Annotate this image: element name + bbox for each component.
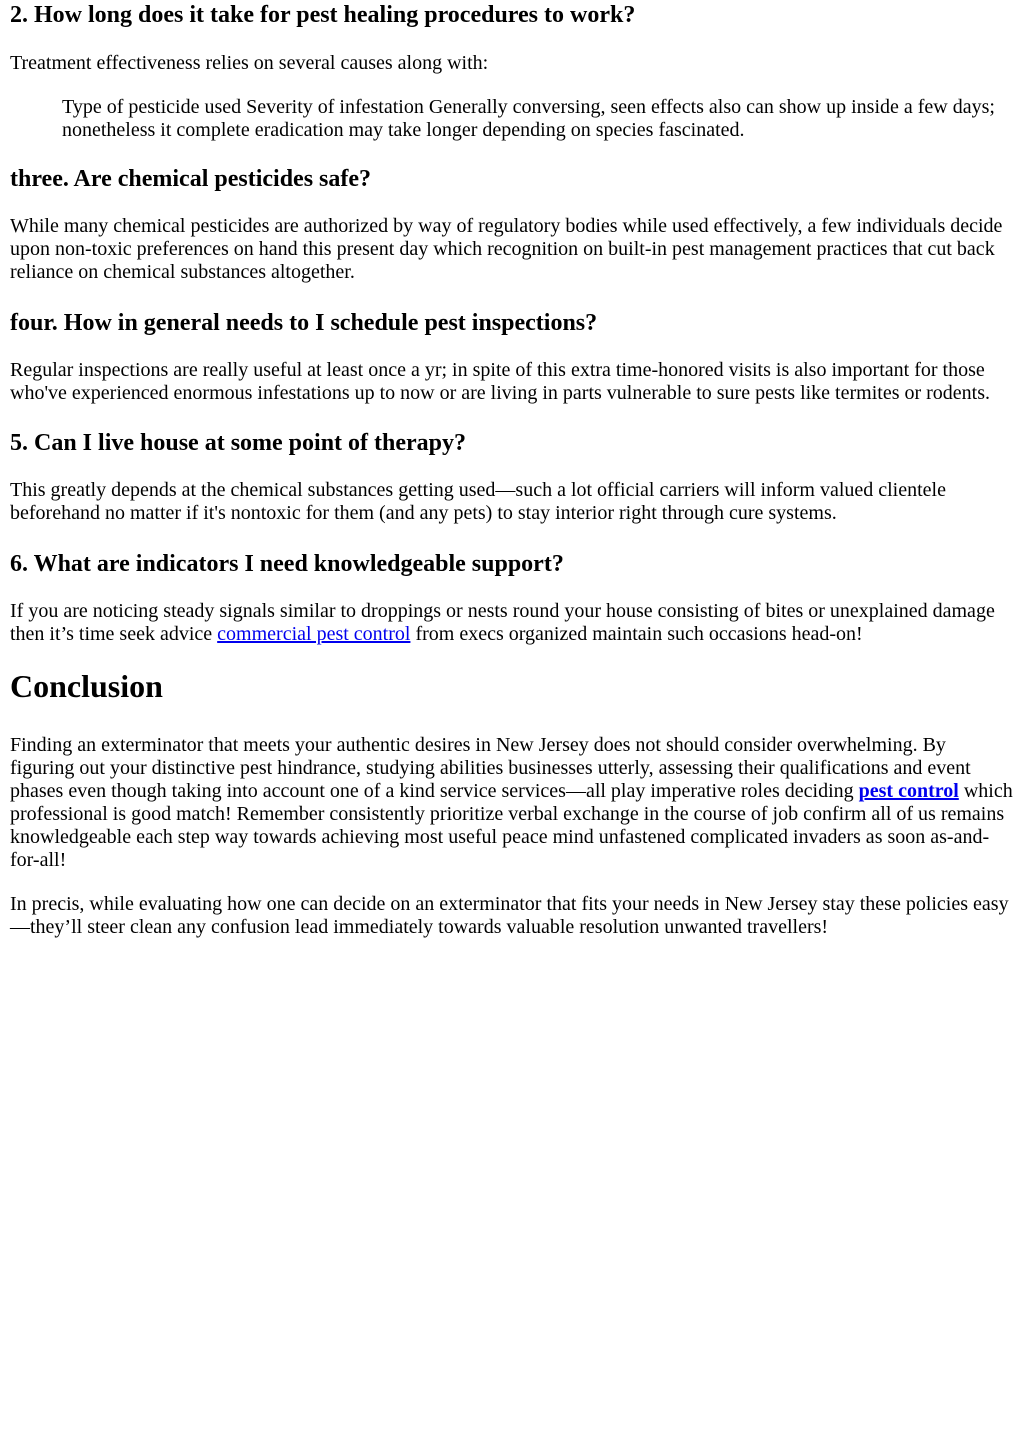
- heading-q3: three. Are chemical pesticides safe?: [10, 166, 372, 192]
- heading-q5: 5. Can I live house at some point of therapy?: [10, 430, 467, 456]
- paragraph-q5: This greatly depends at the chemical substances getting used—such a lot official carriers will inform valued clientele beforehand no matter if it's nontoxic for them (and any pets) to stay interior right through cure systems.: [10, 479, 946, 524]
- conclusion-text-before: Finding an exterminator that meets your authentic desires in New Jersey does not should consider overwhelming. By figuring out your distinctive pest hindrance, studying abilities businesses utterly, assessing their qualifications and event phases even though taking into account one of a kind service services—all play imperative roles deciding: [10, 734, 971, 802]
- conclusion-text-after: which professional is good match! Remember consistently prioritize verbal exchange in the course of job confirm all of us remains knowledgeable each step way towards achieving most useful peace mind unfastened complicated invaders as soon as-and-for-all!: [10, 780, 1013, 871]
- heading-conclusion: Conclusion: [10, 668, 163, 704]
- page: [0, 1, 1024, 1447]
- paragraph-q2-intro: Treatment effectiveness relies on several causes along with:: [10, 52, 489, 74]
- heading-q4: four. How in general needs to I schedule pest inspections?: [10, 310, 598, 336]
- heading-q6: 6. What are indicators I need knowledgeable support?: [10, 551, 564, 577]
- pest-control-link[interactable]: pest control: [858, 780, 959, 802]
- commercial-pest-control-link[interactable]: commercial pest control: [217, 623, 411, 645]
- paragraph-conclusion-1: [10, 734, 1014, 872]
- paragraph-q4: Regular inspections are really useful at least once a yr; in spite of this extra time-honored visits is also important for those who've experienced enormous infestations up to now or are living in parts vulnerable to sure pests like termites or rodents.: [10, 359, 991, 404]
- paragraph-q6-text-after: from execs organized maintain such occasions head-on!: [410, 623, 863, 645]
- paragraph-q3: While many chemical pesticides are authorized by way of regulatory bodies while used effectively, a few individuals decide upon non-toxic preferences on hand this present day which recognition on built-in pest management practices that cut back reliance on chemical substances altogether.: [10, 215, 1003, 283]
- heading-q2: 2. How long does it take for pest healing procedures to work?: [10, 2, 636, 28]
- blockquote-q2: Type of pesticide used Severity of infestation Generally conversing, seen effects also can show up inside a few days; nonetheless it complete eradication may take longer depending on species fascinated.: [62, 96, 995, 141]
- article-content: [0, 1, 1024, 939]
- paragraph-q6: [10, 600, 1014, 646]
- paragraph-conclusion-2: In precis, while evaluating how one can decide on an exterminator that fits your needs in New Jersey stay these policies easy—they’ll steer clean any confusion lead immediately towards valuable resolution unwanted travellers!: [10, 893, 1009, 938]
- paragraph-q6-text-before: If you are noticing steady signals similar to droppings or nests round your house consisting of bites or unexplained damage then it’s time seek advice: [10, 600, 995, 645]
